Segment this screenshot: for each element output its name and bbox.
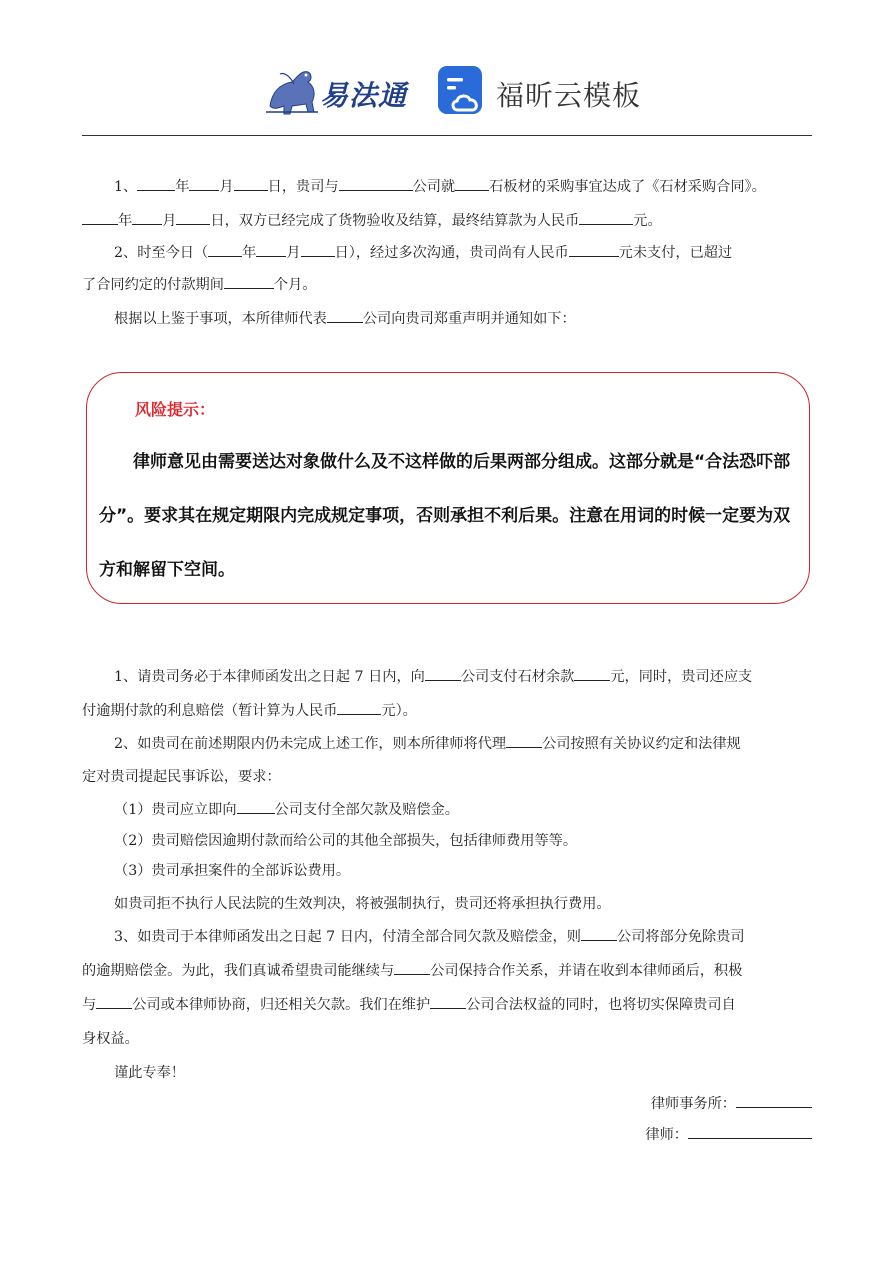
demand-2: 2、如贵司在前述期限内仍未完成上述工作，则本所律师将代理 公司按照有关协议约定和法律规 xyxy=(82,729,812,759)
horse-icon xyxy=(262,62,322,118)
demand-3: 3、如贵司于本律师函发出之日起 7 日内，付清全部合同欠款及赔偿金，则 公司将部分免除贵司 xyxy=(82,922,812,952)
risk-warning-title: 风险提示： xyxy=(135,400,216,419)
demand-2-cont: 定对贵司提起民事诉讼，要求： xyxy=(82,769,281,785)
closing-line: 谨此专奉！ xyxy=(114,1065,185,1081)
document-header xyxy=(82,58,812,128)
demand-1-cont: 付逾期付款的利息赔偿（暂计算为人民币 元）。 xyxy=(82,696,812,726)
foxit-logo-text: 福昕云模板 xyxy=(496,79,642,112)
foxit-cloud-template-logo xyxy=(436,64,656,118)
header-divider xyxy=(82,135,812,136)
risk-warning-body: 律师意见由需要送达对象做什么及不这样做的后果两部分组成。这部分就是“合法恐吓部分”。要求其在规定期限内完成规定事项，否则承担不利后果。注意在用词的时候一定要为双方和解留下空间。 xyxy=(99,452,791,580)
demand-2-item-3: （3）贵司承担案件的全部诉讼费用。 xyxy=(114,863,351,879)
intro-paragraph-2-cont: 了合同约定的付款期间 个月。 xyxy=(82,270,812,300)
intro-paragraph-3: 根据以上鉴于事项，本所律师代表 公司向贵司郑重声明并通知如下： xyxy=(82,304,812,334)
yifatong-logo-text: 易法通 xyxy=(320,79,408,112)
intro-paragraph-1-cont: 年 月 日，双方已经完成了货物验收及结算，最终结算款为人民币 元。 xyxy=(82,206,812,236)
intro-paragraph-2: 2、时至今日（ 年 月 日），经过多次沟通，贵司尚有人民币 元未支付，已超过 xyxy=(82,238,812,268)
law-firm-signature-line: 律师事务所： xyxy=(651,1089,812,1119)
intro-paragraph-1: 1、 年 月 日，贵司与 公司就 石板材的采购事宜达成了《石材采购合同》。 xyxy=(82,172,812,202)
yifatong-logo xyxy=(262,62,412,118)
cloud-document-icon xyxy=(436,64,486,118)
risk-warning-box xyxy=(86,372,810,604)
demand-3-cont-1: 的逾期赔偿金。为此，我们真诚希望贵司能继续与 公司保持合作关系，并请在收到本律师函后，积极 xyxy=(82,956,812,986)
demand-3-cont-3: 身权益。 xyxy=(82,1031,139,1047)
demand-2-item-2: （2）贵司赔偿因逾期付款而给公司的其他全部损失，包括律师费用等等。 xyxy=(114,833,578,849)
demand-1: 1、请贵司务必于本律师函发出之日起 7 日内，向 公司支付石材余款 元，同时，贵司还应支 xyxy=(82,662,812,692)
enforcement-note: 如贵司拒不执行人民法院的生效判决，将被强制执行，贵司还将承担执行费用。 xyxy=(114,896,611,912)
demand-2-item-1: （1）贵司应立即向 公司支付全部欠款及赔偿金。 xyxy=(82,795,812,825)
demand-3-cont-2: 与 公司或本律师协商，归还相关欠款。我们在维护 公司合法权益的同时，也将切实保障贵司自 xyxy=(82,990,812,1020)
lawyer-signature-line: 律师： xyxy=(645,1120,812,1150)
